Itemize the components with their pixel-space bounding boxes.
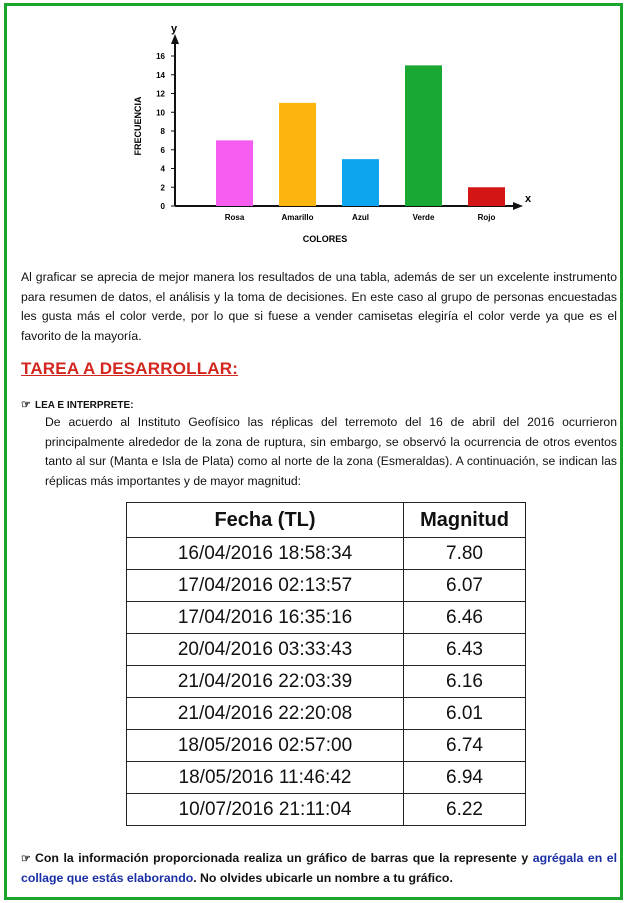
- bar-azul: [342, 159, 379, 206]
- cell-magnitud: 6.43: [404, 634, 526, 666]
- section-heading: TAREA A DESARROLLAR:: [21, 359, 239, 378]
- pointing-hand-icon: ☞: [21, 399, 31, 411]
- bar-verde: [405, 65, 442, 206]
- table-row: [127, 602, 526, 634]
- cell-magnitud: 6.46: [404, 602, 526, 634]
- table-row: [127, 794, 526, 826]
- x-tick-label: Rosa: [224, 213, 245, 222]
- bar-rosa: [216, 140, 253, 206]
- x-tick-label: Amarillo: [281, 213, 314, 222]
- y-tick-label: 2: [160, 183, 165, 193]
- final-text-3: . No olvides ubicarle un nombre a tu gráfico.: [193, 871, 453, 885]
- bar-amarillo: [279, 103, 316, 206]
- y-axis-letter: y: [171, 23, 178, 35]
- table-row: [127, 570, 526, 602]
- cell-fecha: 20/04/2016 03:33:43: [127, 634, 404, 666]
- y-tick-label: 4: [160, 164, 165, 174]
- final-instruction: [21, 849, 617, 888]
- x-axis-letter: x: [525, 193, 532, 205]
- cell-magnitud: 6.74: [404, 730, 526, 762]
- cell-fecha: 21/04/2016 22:20:08: [127, 698, 404, 730]
- cell-fecha: 10/07/2016 21:11:04: [127, 794, 404, 826]
- table-row: [127, 762, 526, 794]
- y-tick-label: 10: [156, 108, 165, 118]
- cell-fecha: 21/04/2016 22:03:39: [127, 666, 404, 698]
- cell-fecha: 17/04/2016 16:35:16: [127, 602, 404, 634]
- column-header-magnitud: Magnitud: [404, 503, 526, 538]
- bar-chart: [107, 10, 532, 260]
- column-header-fecha: Fecha (TL): [127, 503, 404, 538]
- cell-fecha: 18/05/2016 11:46:42: [127, 762, 404, 794]
- paragraph-intro: Al graficar se aprecia de mejor manera los resultados de una tabla, además de ser un excelente instrumento para resumen de datos, el análisis y la toma de decisiones. En este caso al grupo de personas encuestadas les gusta más el color verde, por lo que si fuese a vender camisetas elegiría el color verde ya que es el favorito de la mayoría.: [21, 270, 617, 343]
- table-row: [127, 730, 526, 762]
- page-frame: [4, 3, 623, 900]
- cell-magnitud: 7.80: [404, 538, 526, 570]
- cell-magnitud: 6.94: [404, 762, 526, 794]
- subheading-label: LEA E INTERPRETE:: [35, 400, 134, 411]
- y-axis-arrow: [171, 34, 179, 44]
- x-axis-arrow: [513, 202, 523, 210]
- bar-chart-svg: [107, 10, 532, 260]
- y-tick-label: 0: [160, 202, 165, 211]
- table-row: [127, 698, 526, 730]
- y-axis-title: FRECUENCIA: [133, 96, 143, 156]
- y-tick-label: 14: [156, 70, 165, 80]
- table-row: [127, 538, 526, 570]
- table-row: [127, 634, 526, 666]
- bar-rojo: [468, 187, 505, 206]
- cell-magnitud: 6.16: [404, 666, 526, 698]
- table-row: [127, 666, 526, 698]
- pointing-hand-icon: ☞: [21, 853, 31, 865]
- y-tick-label: 16: [156, 52, 165, 61]
- table-header-row: [127, 503, 526, 538]
- y-tick-label: 12: [156, 89, 165, 99]
- y-tick-label: 8: [160, 127, 165, 136]
- x-tick-label: Azul: [352, 213, 369, 222]
- aftershocks-table: [126, 502, 526, 826]
- cell-fecha: 18/05/2016 02:57:00: [127, 730, 404, 762]
- paragraph-task: De acuerdo al Instituto Geofísico las réplicas del terremoto del 16 de abril del 2016 ocurrieron principalmente alrededor de la zona de ruptura, sin embargo, se observó la ocurrencia de otros eventos tanto al sur (Manta e Isla de Plata) como al norte de la zona (Esmeraldas). A continuación, se indican las réplicas más importantes y de mayor magnitud:: [45, 415, 617, 488]
- final-text-1: Con la información proporcionada realiza un gráfico de barras que la represente y: [35, 851, 533, 865]
- y-tick-label: 6: [160, 145, 165, 155]
- x-tick-label: Verde: [412, 213, 435, 222]
- final-text-blue: agrégala en el collage que estás elaborando: [21, 851, 617, 885]
- cell-magnitud: 6.07: [404, 570, 526, 602]
- cell-fecha: 17/04/2016 02:13:57: [127, 570, 404, 602]
- cell-magnitud: 6.22: [404, 794, 526, 826]
- cell-fecha: 16/04/2016 18:58:34: [127, 538, 404, 570]
- cell-magnitud: 6.01: [404, 698, 526, 730]
- subheading-row: [21, 398, 134, 411]
- x-axis-title: COLORES: [302, 234, 348, 244]
- x-tick-label: Rojo: [477, 213, 496, 222]
